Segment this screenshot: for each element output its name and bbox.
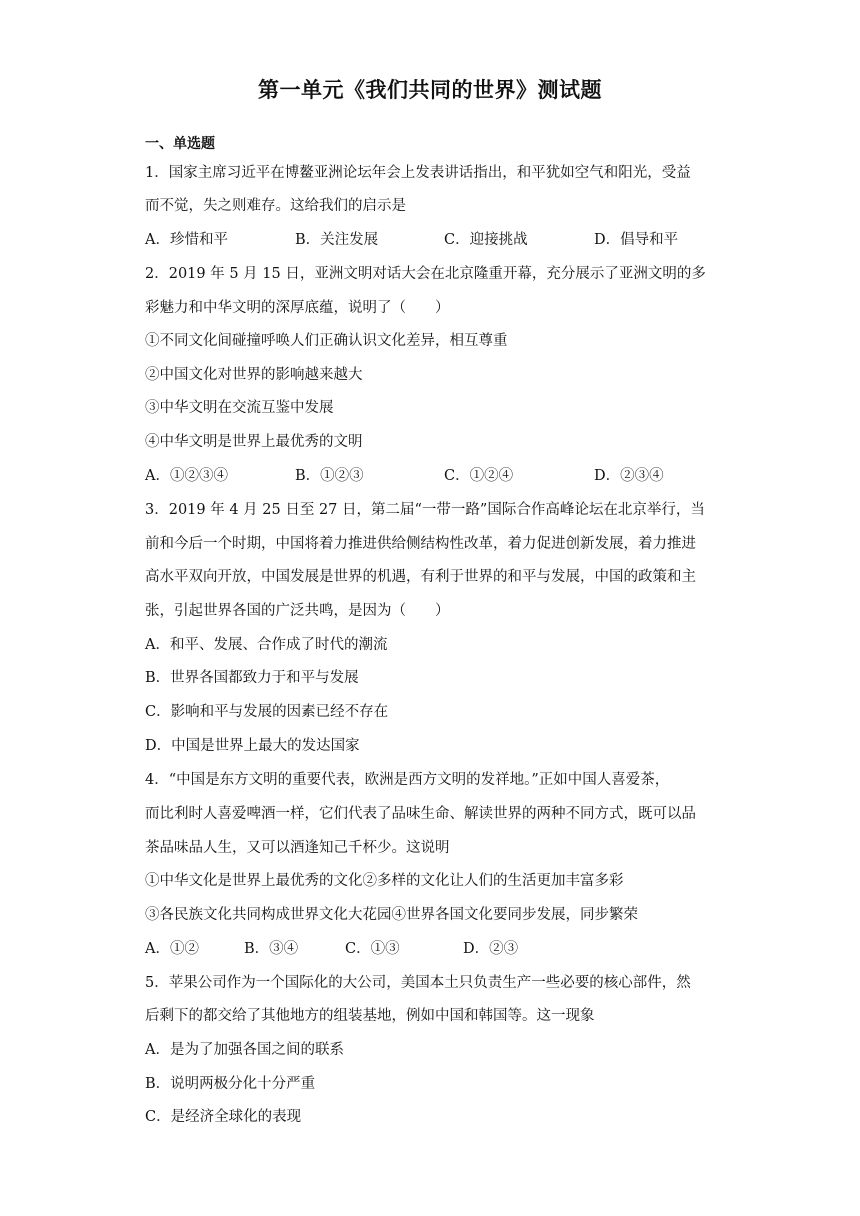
q4-item-line-1: ①中华文化是世界上最优秀的文化②多样的文化让人们的生活更加丰富多彩 [145,873,624,889]
q2-option-a: A．①②③④ [145,468,228,484]
q4-item-line-2: ③各民族文化共同构成世界文化大花园④世界各国文化要同步发展，同步繁荣 [145,907,638,923]
q1-option-a: A．珍惜和平 [145,232,228,248]
q2-stem-line-1: 2．2019 年 5 月 15 日，亚洲文明对话大会在北京隆重开幕，充分展示了亚洲文明的多 [145,266,706,282]
q3-option-c: C．影响和平与发展的因素已经不存在 [145,704,389,720]
q4-option-b: B．③④ [244,941,299,957]
q3-stem-line-3: 高水平双向开放，中国发展是世界的机遇，有利于世界的和平与发展，中国的政策和主 [145,569,696,585]
q5-stem-line-2: 后剩下的都交给了其他地方的组装基地，例如中国和韩国等。这一现象 [145,1008,595,1024]
q1-option-c: C．迎接挑战 [444,232,528,248]
q2-option-c: C．①②④ [444,468,514,484]
q3-option-a: A．和平、发展、合作成了时代的潮流 [145,637,388,653]
page-title: 第一单元《我们共同的世界》测试题 [258,78,602,102]
q4-option-a: A．①② [145,941,199,957]
q5-option-a: A．是为了加强各国之间的联系 [145,1042,344,1058]
q2-item-2: ②中国文化对世界的影响越来越大 [145,367,363,383]
q4-option-c: C．①③ [345,941,400,957]
q2-item-3: ③中华文明在交流互鉴中发展 [145,400,334,416]
q2-item-4: ④中华文明是世界上最优秀的文明 [145,434,363,450]
q4-stem-line-2: 而比利时人喜爱啤酒一样，它们代表了品味生命、解读世界的两种不同方式，既可以品 [145,806,696,822]
q3-stem-line-2: 前和今后一个时期，中国将着力推进供给侧结构性改革，着力促进创新发展，着力推进 [145,536,696,552]
q3-option-d: D．中国是世界上最大的发达国家 [145,738,360,754]
q2-stem-line-2: 彩魅力和中华文明的深厚底蕴，说明了（ ） [145,300,450,316]
section-heading: 一、单选题 [145,136,215,152]
q5-option-b: B．说明两极分化十分严重 [145,1076,316,1092]
q1-option-b: B．关注发展 [295,232,379,248]
q5-stem-line-1: 5．苹果公司作为一个国际化的大公司，美国本土只负责生产一些必要的核心部件，然 [145,975,691,991]
q2-option-b: B．①②③ [295,468,364,484]
q2-item-1: ①不同文化间碰撞呼唤人们正确认识文化差异，相互尊重 [145,333,508,349]
q4-option-d: D．②③ [463,941,519,957]
q3-stem-line-4: 张，引起世界各国的广泛共鸣，是因为（ ） [145,603,450,619]
q4-stem-line-3: 茶品味品人生，又可以酒逢知己千杯少。这说明 [145,840,450,856]
q3-option-b: B．世界各国都致力于和平与发展 [145,670,359,686]
q2-option-d: D．②③④ [594,468,664,484]
q4-stem-line-1: 4．“中国是东方文明的重要代表，欧洲是西方文明的发祥地。”正如中国人喜爱茶， [145,772,670,788]
q5-option-c: C．是经济全球化的表现 [145,1109,302,1125]
q3-stem-line-1: 3．2019 年 4 月 25 日至 27 日，第二届“一带一路”国际合作高峰论坛在北京举行，当 [145,502,705,518]
q1-stem-line-1: 1．国家主席习近平在博鳌亚洲论坛年会上发表讲话指出，和平犹如空气和阳光，受益 [145,165,691,181]
q1-option-d: D．倡导和平 [594,232,679,248]
q1-stem-line-2: 而不觉，失之则难存。这给我们的启示是 [145,198,406,214]
